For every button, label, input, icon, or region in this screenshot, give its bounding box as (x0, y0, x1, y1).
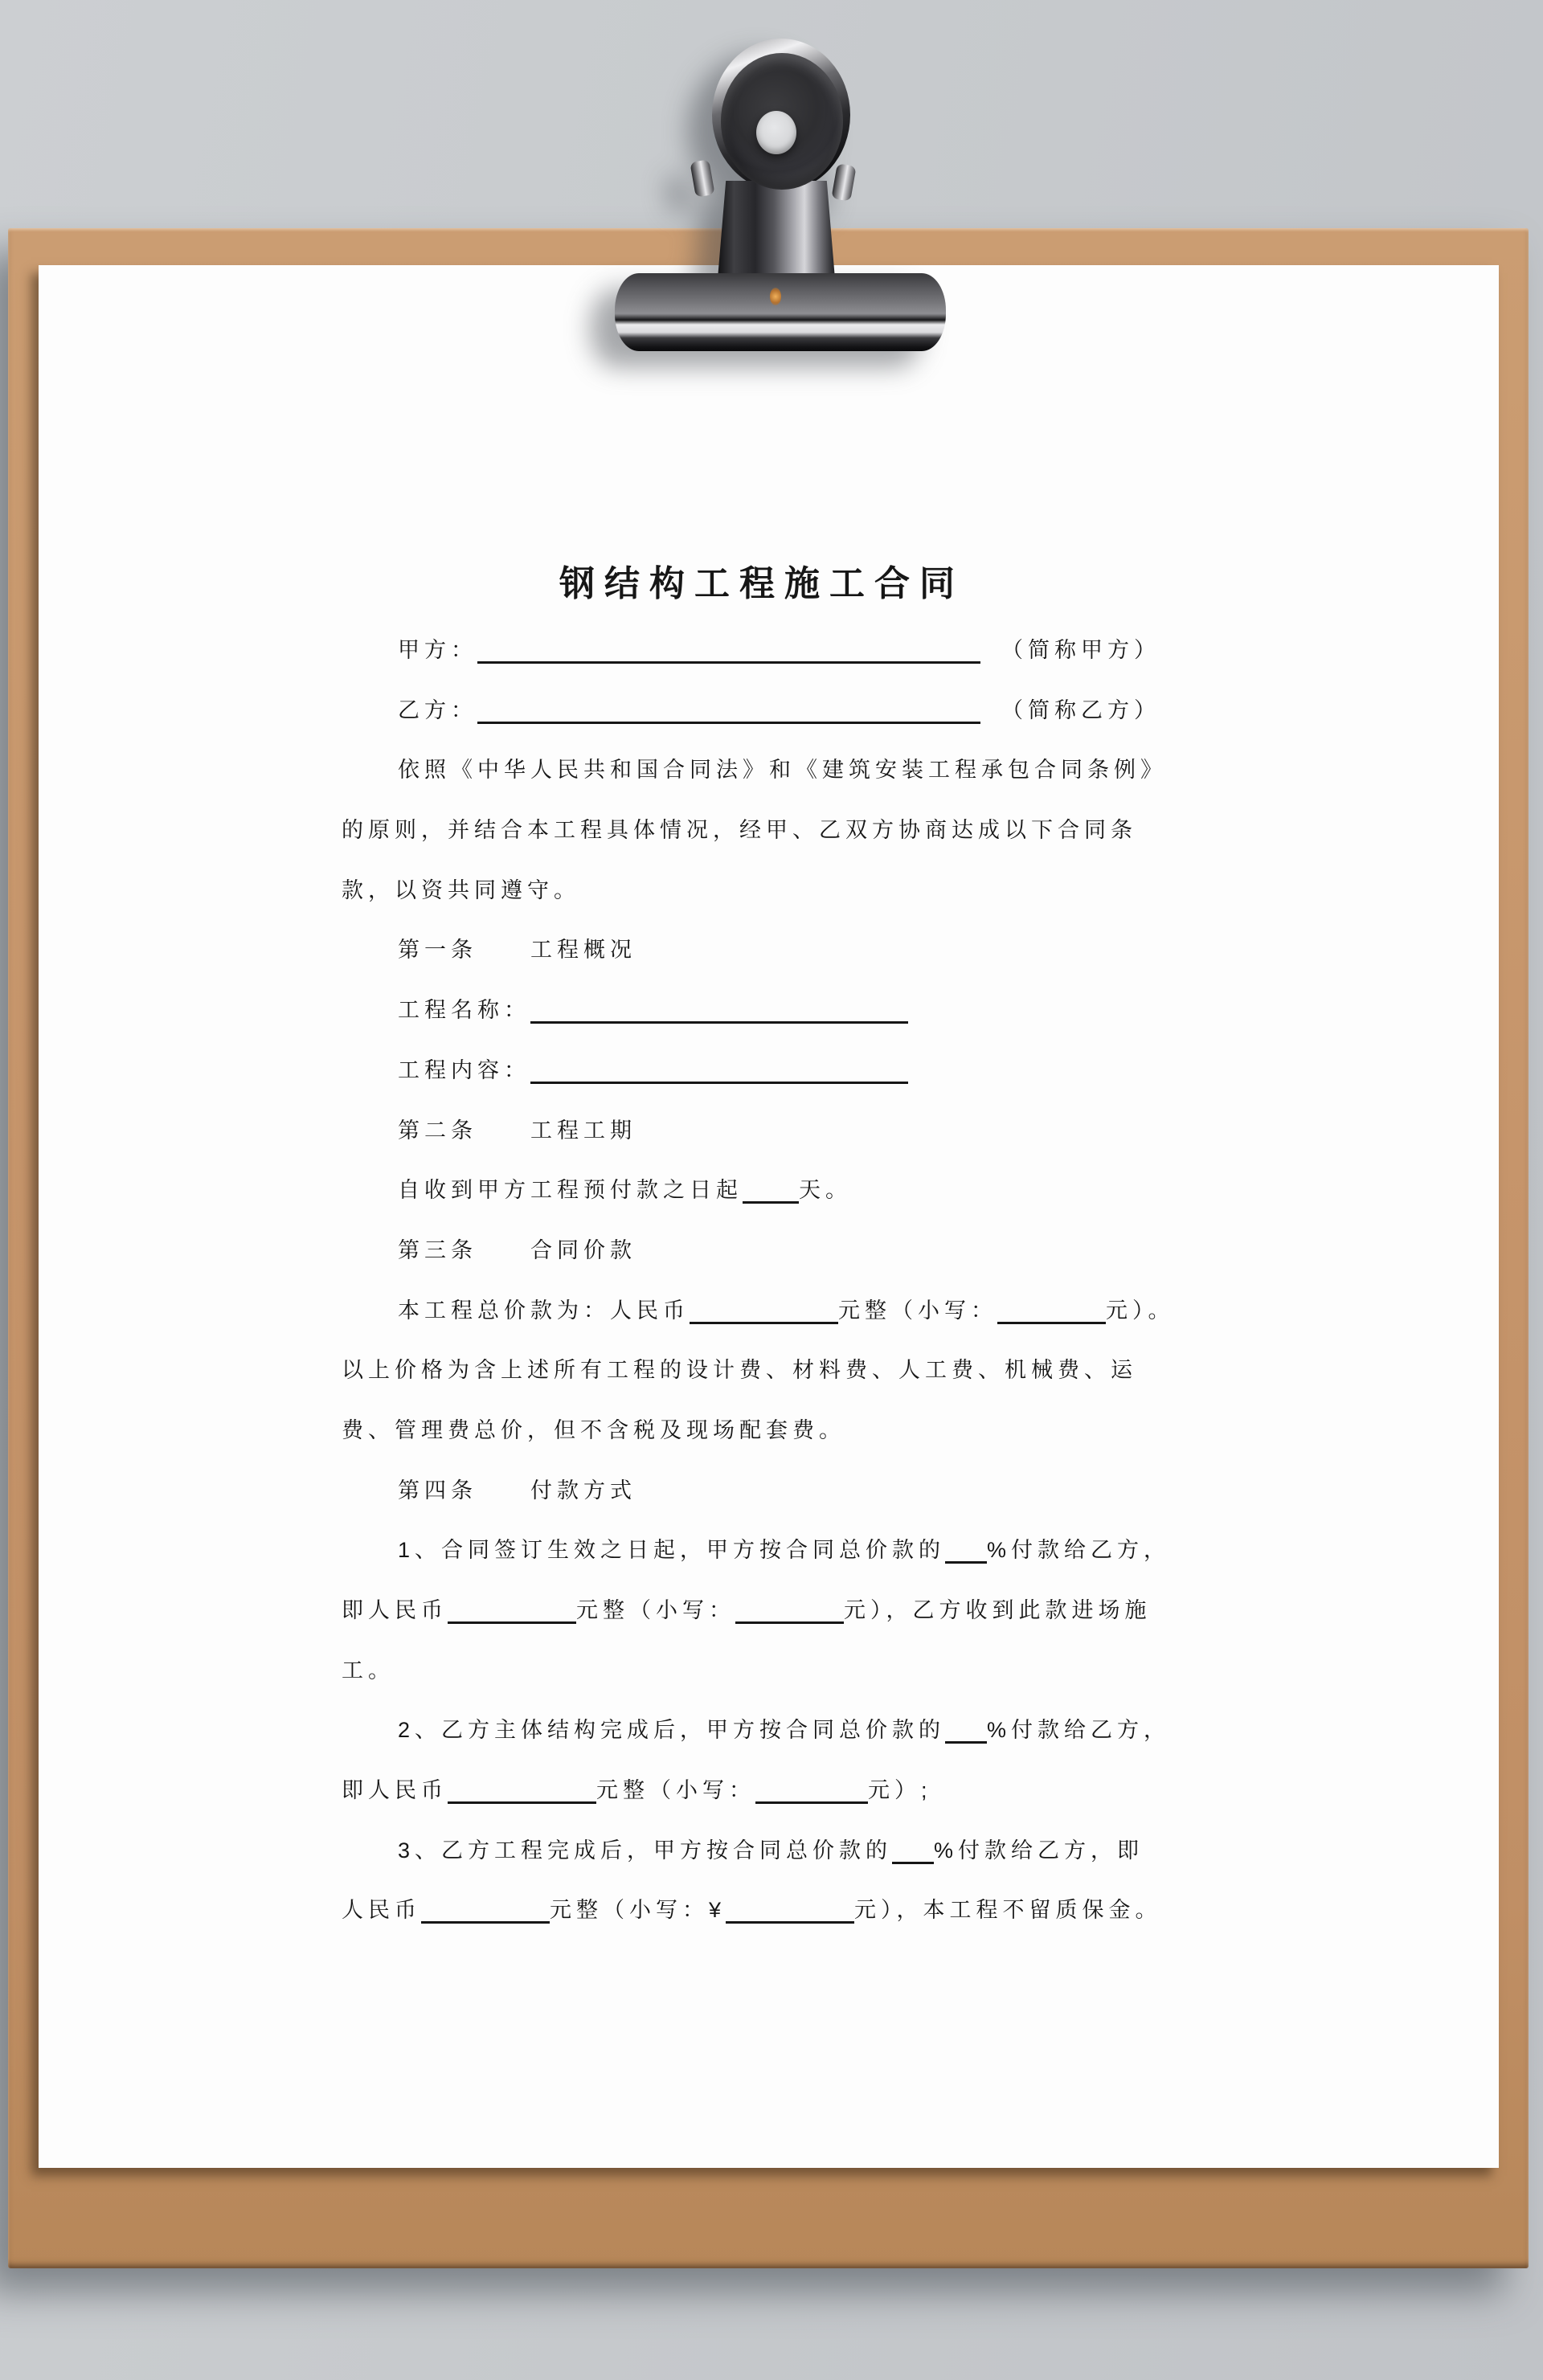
text-run: 乙方： (398, 697, 477, 722)
blank-field (421, 1915, 550, 1924)
text-run: %付款给乙方，即 (934, 1838, 1144, 1863)
blank-field (743, 1195, 799, 1204)
blank-field (690, 1315, 838, 1324)
text-run: 元），乙方收到此款进场施 (844, 1598, 1152, 1622)
text-run: 第三条 (398, 1237, 477, 1262)
contract-line (342, 1340, 1182, 1401)
text-run: 款，以资共同遵守。 (342, 877, 580, 902)
contract-line (342, 980, 1182, 1041)
blank-field (945, 1735, 987, 1744)
blank-field (755, 1795, 868, 1804)
text-run: 人民币 (342, 1898, 421, 1923)
contract-line (342, 1461, 1182, 1521)
text-run: 元整（小写： (838, 1298, 997, 1323)
text-run: 1、合同签订生效之日起，甲方按合同总价款的 (398, 1538, 946, 1563)
text-run: 付款方式 (530, 1478, 636, 1503)
text-run: （简称乙方） (1001, 697, 1160, 722)
clip-left-handle (690, 159, 714, 197)
clip-reflection-glint (770, 288, 781, 305)
text-run: %付款给乙方， (987, 1718, 1171, 1743)
contract-line (342, 1281, 1182, 1341)
blank-field (448, 1615, 576, 1624)
contract-line (342, 740, 1182, 800)
blank-field (477, 655, 980, 664)
text-run: 的原则，并结合本工程具体情况，经甲、乙双方协商达成以下合同条 (342, 818, 1137, 843)
text-run: 自收到甲方工程预付款之日起 (398, 1178, 743, 1203)
text-run: 合同价款 (530, 1237, 636, 1262)
contract-content (342, 548, 1182, 1940)
clip-neck (718, 181, 835, 279)
bulldog-clip (0, 0, 1543, 402)
text-run: 本工程总价款为：人民币 (398, 1298, 690, 1323)
text-run: 元整（小写： (576, 1598, 735, 1622)
contract-line (342, 1520, 1182, 1581)
contract-line (342, 1581, 1182, 1641)
blank-field (997, 1315, 1106, 1324)
text-run: 依照《中华人民共和国合同法》和《建筑安装工程承包合同条例》 (398, 758, 1167, 783)
contract-line (342, 1221, 1182, 1281)
text-run: 即人民币 (342, 1598, 448, 1622)
contract-line (342, 1101, 1182, 1161)
blank-field (530, 1075, 908, 1084)
text-run: 即人民币 (342, 1778, 448, 1803)
clipboard-board (8, 228, 1529, 2268)
text-run: 元），本工程不留质保金。 (854, 1898, 1162, 1923)
contract-line (342, 681, 1182, 741)
contract-body (342, 620, 1182, 1940)
contract-line (342, 800, 1182, 861)
contract-title: 钢结构工程施工合同 (559, 564, 964, 603)
contract-line (342, 1760, 1182, 1821)
blank-field (530, 1015, 908, 1024)
contract-line (342, 1641, 1182, 1701)
blank-field (945, 1555, 987, 1564)
text-run: 工程名称： (398, 998, 530, 1023)
text-run: 第一条 (398, 938, 477, 963)
text-run: 元整（小写：¥ (550, 1898, 726, 1923)
text-run: 工。 (342, 1658, 395, 1683)
contract-line (342, 920, 1182, 980)
contract-line (342, 620, 1182, 681)
text-run: 元整（小写： (596, 1778, 755, 1803)
text-run: 元）; (868, 1778, 932, 1803)
contract-line (342, 1700, 1182, 1760)
text-run: 2、乙方主体结构完成后，甲方按合同总价款的 (398, 1718, 946, 1743)
text-run: 第四条 (398, 1478, 477, 1503)
blank-field (892, 1855, 934, 1864)
contract-line (342, 1401, 1182, 1461)
text-run: 工程内容： (398, 1057, 530, 1082)
contract-line (342, 1041, 1182, 1101)
text-run: （简称甲方） (1001, 638, 1160, 662)
blank-field (735, 1615, 844, 1624)
contract-line (342, 1821, 1182, 1881)
text-run: %付款给乙方， (987, 1538, 1171, 1563)
text-run: 工程工期 (530, 1118, 636, 1143)
clip-right-handle (831, 163, 856, 201)
contract-line (342, 1880, 1182, 1940)
blank-field (477, 715, 980, 724)
contract-line (342, 1160, 1182, 1221)
text-run: 甲方： (398, 638, 477, 662)
text-run: 第二条 (398, 1118, 477, 1143)
text-run: 工程概况 (530, 938, 636, 963)
blank-field (448, 1795, 596, 1804)
text-run: 以上价格为含上述所有工程的设计费、材料费、人工费、机械费、运 (342, 1358, 1137, 1383)
text-run: 天。 (799, 1178, 852, 1203)
text-run: 元）。 (1106, 1298, 1175, 1323)
contract-paper (39, 265, 1499, 2168)
clip-hanging-hole (756, 111, 796, 154)
clip-jaw (615, 273, 946, 351)
text-run: 费、管理费总价，但不含税及现场配套费。 (342, 1417, 845, 1442)
text-run: 3、乙方工程完成后，甲方按合同总价款的 (398, 1838, 893, 1863)
blank-field (726, 1915, 854, 1924)
contract-line (342, 861, 1182, 921)
